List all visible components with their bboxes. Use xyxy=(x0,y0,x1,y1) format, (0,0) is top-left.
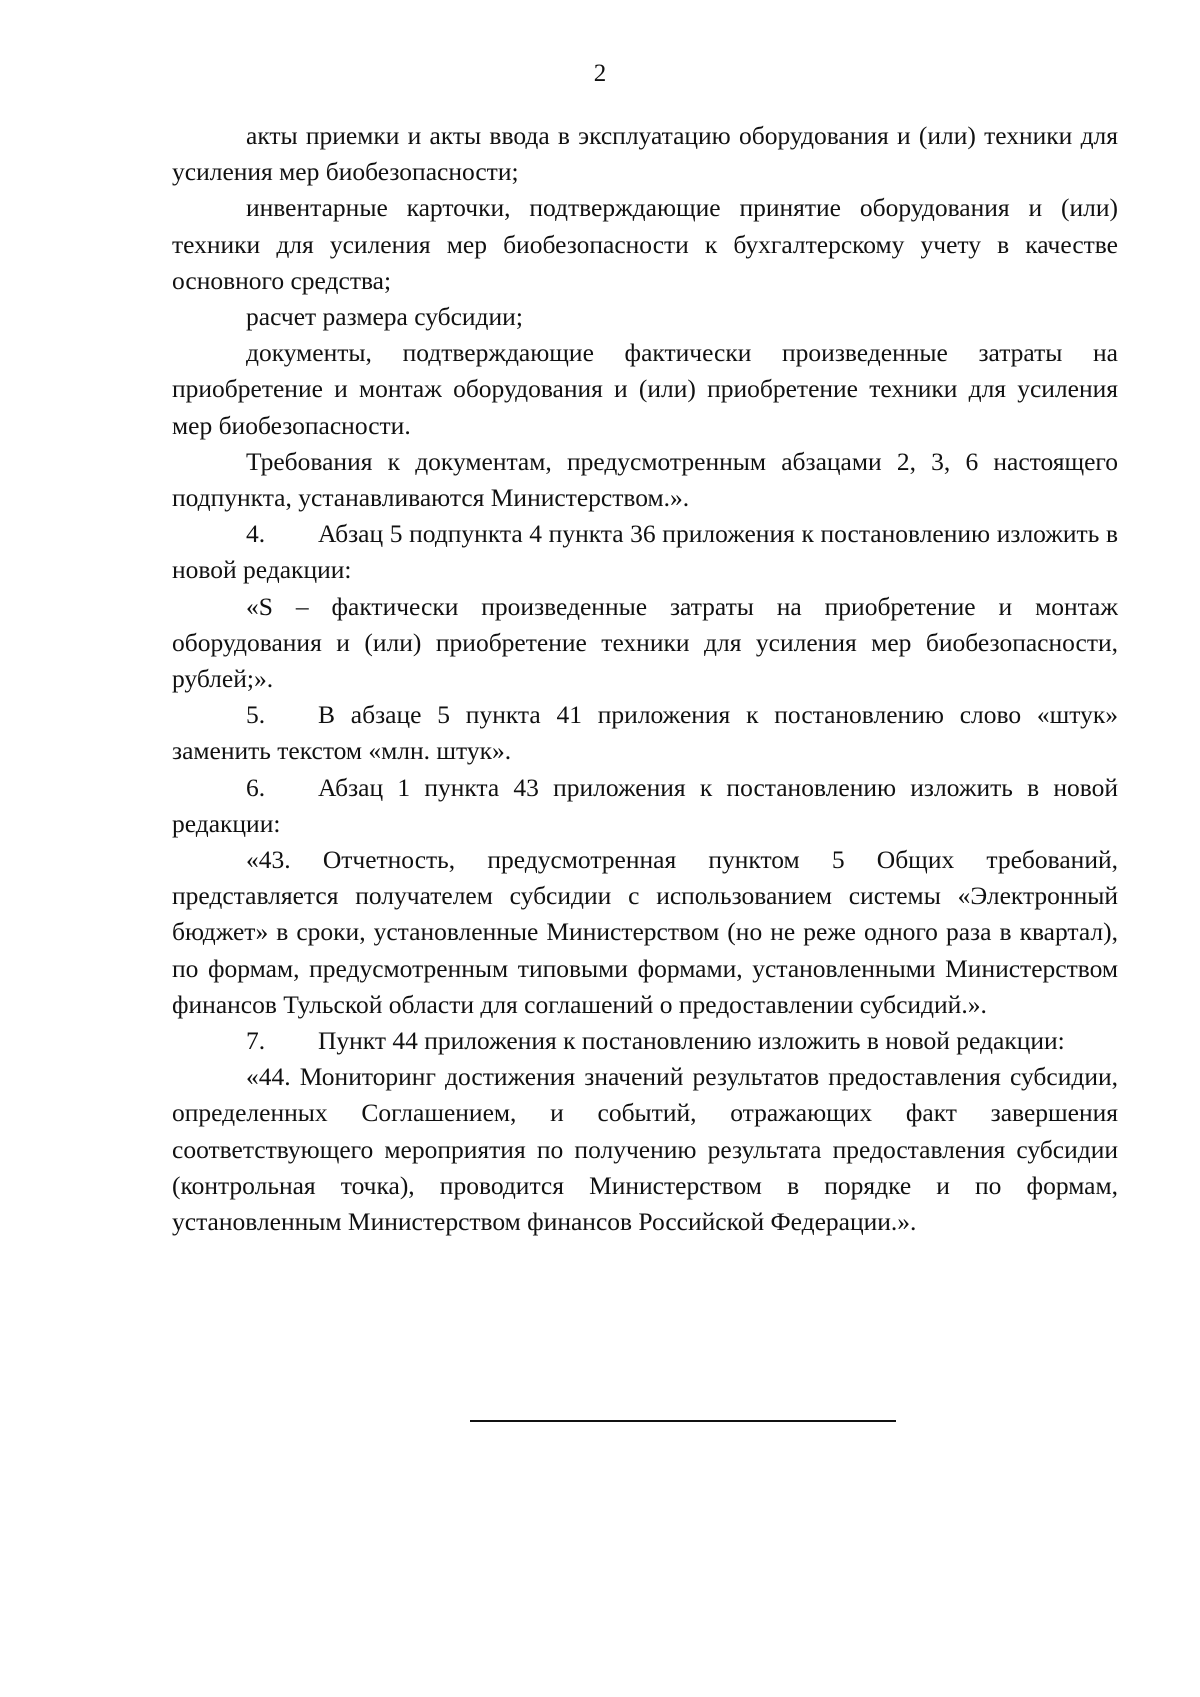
paragraph-text: Пункт 44 приложения к постановлению изложить в новой редакции: xyxy=(318,1026,1065,1056)
paragraph-text: Абзац 5 подпункта 4 пункта 36 приложения к постановлению изложить в новой редакции: xyxy=(172,519,1118,585)
paragraph-text: «S – фактически произведенные затраты на приобретение и монтаж оборудования и (или) приобретение техники для усиления мер биобезопасности, рублей;». xyxy=(172,591,1118,694)
numbered-paragraph xyxy=(172,1023,1118,1059)
paragraph-text: инвентарные карточки, подтверждающие принятие оборудования и (или) техники для усиления мер биобезопасности к бухгалтерскому учету в качестве основного средства; xyxy=(172,193,1118,295)
paragraph-text: «44. Мониторинг достижения значений результатов предоставления субсидии, определенных Соглашением, и событий, отражающих факт завершения соответствующего мероприятия по получению результата предоставления субсидии (контрольная точка), проводится Министерством в порядке и по формам, установленным Министерством финансов Российской Федерации.». xyxy=(172,1062,1118,1237)
paragraph-text: Требования к документам, предусмотренным абзацами 2, 3, 6 настоящего подпункта, устанавливаются Министерством.». xyxy=(172,446,1118,513)
numbered-paragraph xyxy=(172,697,1118,769)
paragraph xyxy=(172,589,1118,698)
page-number: 2 xyxy=(593,60,607,87)
numbered-paragraph xyxy=(172,516,1118,588)
item-number: 5. xyxy=(246,700,266,730)
paragraph xyxy=(172,1059,1118,1240)
item-number: 7. xyxy=(246,1026,266,1056)
paragraph-text: Абзац 1 пункта 43 приложения к постановлению изложить в новой редакции: xyxy=(172,772,1118,838)
paragraph xyxy=(172,444,1118,516)
paragraph xyxy=(172,190,1118,299)
paragraph-text: документы, подтверждающие фактически произведенные затраты на приобретение и монтаж оборудования и (или) приобретение техники для усиления мер биобезопасности. xyxy=(172,338,1118,440)
numbered-paragraph xyxy=(172,770,1118,842)
paragraph-text: расчет размера субсидии; xyxy=(246,302,523,332)
paragraph xyxy=(172,842,1118,1023)
item-number: 4. xyxy=(246,519,266,549)
document-body xyxy=(172,118,1118,1240)
end-separator-line xyxy=(470,1420,896,1422)
item-number: 6. xyxy=(246,772,266,802)
paragraph xyxy=(172,299,1118,335)
paragraph xyxy=(172,335,1118,444)
paragraph-text: В абзаце 5 пункта 41 приложения к постановлению слово «штук» заменить текстом «млн. штук». xyxy=(172,700,1118,766)
paragraph-text: акты приемки и акты ввода в эксплуатацию оборудования и (или) техники для усиления мер биобезопасности; xyxy=(172,121,1118,187)
paragraph xyxy=(172,118,1118,190)
paragraph-text: «43. Отчетность, предусмотренная пунктом 5 Общих требований, представляется получателем субсидии с использованием системы «Электронный бюджет» в сроки, установленные Министерством (но не реже одного раза в квартал), по формам, предусмотренным типовыми формами, установленными Министерством финансов Тульской области для соглашений о предоставлении субсидий.». xyxy=(172,845,1118,1019)
